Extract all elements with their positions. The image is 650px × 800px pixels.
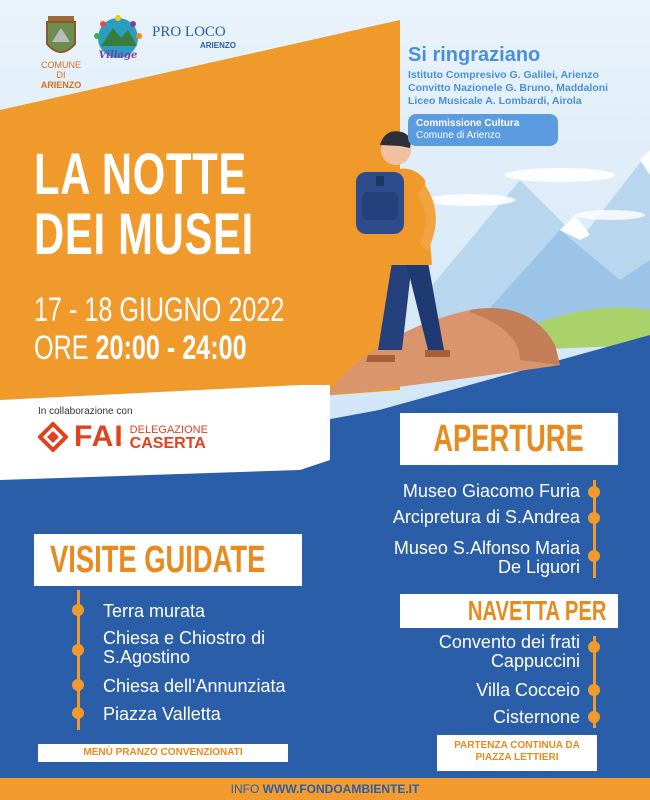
navetta-note-box [437, 735, 597, 771]
collaboration-block [38, 406, 208, 454]
footer-url-link[interactable]: WWW.FONDOAMBIENTE.IT [262, 782, 420, 796]
thanks-line: Liceo Musicale A. Lombardi, Airola [408, 95, 582, 107]
village-logo [93, 14, 143, 68]
caserta-label: CASERTA [129, 434, 206, 452]
event-date [34, 292, 372, 366]
footer-bar [0, 778, 650, 800]
footer-prefix: INFO [230, 782, 263, 796]
thanks-title: Si ringraziano [408, 44, 541, 66]
navetta-item: Cappuccini [490, 651, 580, 671]
thanks-block [408, 44, 644, 146]
menu-note: MENÙ PRANZO CONVENZIONATI [83, 747, 243, 758]
navetta-note-2: PIAZZA LETTIERI [475, 752, 559, 763]
thanks-line: Istituto Compresivo G. Galilei, Arienzo [408, 69, 599, 81]
navetta-item: Cisternone [492, 707, 580, 727]
coat-of-arms-icon [44, 14, 78, 60]
navetta-dot [588, 684, 600, 696]
fai-label: FAI [74, 420, 124, 453]
proloco-logo [152, 24, 242, 50]
aperture-item: Museo S.Alfonso Maria [393, 538, 580, 558]
commissione-badge [408, 114, 558, 146]
commissione-line-1: Commissione Cultura [416, 118, 520, 129]
aperture-item: Arcipretura di S.Andrea [392, 507, 580, 527]
commissione-line-2: Comune di Arienzo [416, 130, 501, 141]
aperture-dot [588, 550, 600, 562]
event-title-line-1: LA NOTTE [34, 142, 247, 207]
aperture-title-box [400, 413, 618, 465]
menu-note-box [38, 744, 288, 762]
visite-item: Chiesa e Chiostro di [103, 628, 266, 648]
navetta-dot [588, 711, 600, 723]
thanks-line: Convitto Nazionele G. Bruno, Maddaloni [408, 82, 609, 94]
event-time-prefix: ORE [34, 329, 96, 367]
comune-logo [36, 14, 86, 90]
aperture-title: APERTURE [433, 418, 585, 460]
visite-item: Terra murata [103, 601, 206, 621]
navetta-note-1: PARTENZA CONTINUA DA [454, 740, 580, 751]
visite-dot [72, 604, 84, 616]
collaboration-label: In collaborazione con [38, 406, 133, 417]
visite-dot [72, 679, 84, 691]
visite-item: Piazza Valletta [103, 704, 221, 724]
visite-dot [72, 644, 84, 656]
comune-label-2: ARIENZO [40, 80, 82, 90]
visite-dot [72, 707, 84, 719]
event-title-line-2: DEI MUSEI [34, 202, 254, 267]
comune-label-1: COMUNE DI [41, 60, 81, 80]
fai-logo-icon [38, 422, 68, 452]
proloco-label: PRO LOCO [152, 24, 226, 40]
aperture-dot [588, 486, 600, 498]
event-title [34, 142, 340, 267]
event-time-value: 20:00 - 24:00 [95, 329, 247, 367]
event-time-line [34, 330, 247, 366]
visite-title: VISITE GUIDATE [50, 539, 266, 581]
village-label: Village [98, 50, 138, 61]
navetta-dot [588, 641, 600, 653]
event-date-line: 17 - 18 GIUGNO 2022 [34, 291, 285, 329]
aperture-dot [588, 512, 600, 524]
navetta-title-box [400, 594, 618, 628]
aperture-item: De Liguori [497, 557, 580, 577]
proloco-sub: ARIENZO [200, 41, 236, 50]
navetta-item: Villa Cocceio [476, 680, 580, 700]
delegazione-label: DELEGAZIONE [129, 423, 208, 436]
navetta-item: Convento dei frati [438, 632, 580, 652]
visite-title-box [34, 534, 302, 586]
visite-item: S.Agostino [103, 647, 191, 667]
aperture-item: Museo Giacomo Furia [402, 481, 580, 501]
navetta-title: NAVETTA PER [467, 595, 606, 626]
visite-item: Chiesa dell'Annunziata [103, 676, 286, 696]
